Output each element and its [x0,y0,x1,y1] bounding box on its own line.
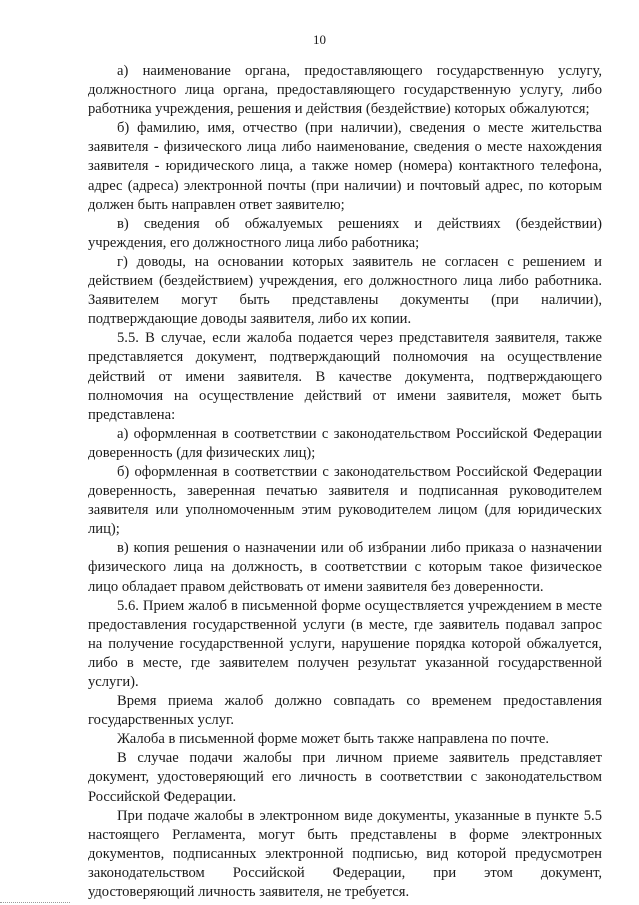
text-line: В случае подачи жалобы при личном приеме заявитель представляет [117,750,602,767]
text-line: государственных услуг. [88,712,234,729]
text-line: 5.5. В случае, если жалоба подается через представителя заявителя, также [117,330,602,347]
text-line: действий от имени заявителя. В качестве документа, подтверждающего [88,368,602,385]
text-line: а) наименование органа, предоставляющего государственную услугу, [117,63,602,79]
text-line: удостоверяющий личность заявителя, не требуется. [88,884,410,901]
text-line: Заявителем могут быть представлены документы (при наличии), [88,292,602,309]
paragraph-p-lichnyi-priem [88,749,602,806]
paragraph-p-g-dovody [88,253,602,329]
paragraph-p-5-5-v [88,539,602,596]
text-line: а) оформленная в соответствии с законодательством Российской Федерации [117,425,602,442]
text-line: на получение государственной услуги, нарушение порядка которой обжалуется, [88,635,602,652]
text-line: доверенность, заверенная печатью заявителя и подписанная руководителем [88,483,602,500]
text-line: настоящего Регламента, могут быть представлены в форме электронных [88,826,602,843]
text-line: доверенность (для физических лиц); [88,444,316,461]
paragraph-p-a-organ [88,62,602,119]
text-line: подтверждающие доводы заявителя, либо их копии. [88,311,412,328]
text-line: полномочия на осуществление действий от имени заявителя, может быть [88,387,602,404]
paragraph-p-5-5-a [88,425,602,463]
footer-rule [0,902,70,903]
text-line: документов, подписанных электронной подписью, вид которой предусмотрен [88,845,602,862]
text-line: представляется документ, подтверждающий полномочия на осуществление [88,349,602,366]
text-line: заявителя - физического лица либо наименование, сведения о месте нахождения [88,139,602,156]
text-line: б) фамилию, имя, отчество (при наличии), сведения о месте жительства [117,120,602,137]
paragraph-p-5-5 [88,329,602,424]
text-line: в) сведения об обжалуемых решениях и действиях (бездействии) [117,215,602,232]
text-line: Время приема жалоб должно совпадать со временем предоставления [117,693,602,710]
text-line: должен быть направлен ответ заявителю; [88,196,345,213]
text-line: адрес (адреса) электронной почты (при наличии) и почтовый адрес, по которым [88,177,602,194]
text-line: услуги). [88,674,139,690]
paragraph-p-v-svedeniya [88,215,602,253]
paragraph-p-b-fio [88,119,602,214]
paragraph-p-vremya [88,692,602,730]
document-body [88,62,602,902]
text-line: заявителя - юридического лица, а также номер (номера) контактного телефона, [88,158,602,175]
paragraph-p-5-5-b [88,463,602,539]
text-line: Жалоба в письменной форме может быть также направлена по почте. [117,731,550,748]
text-line: предоставления государственной услуги (в месте, где заявитель подавал запрос [88,616,602,633]
text-line: Российской Федерации. [88,788,237,805]
text-line: физического лица на должность, в соответствии с которым такое физическое [88,559,602,576]
text-line: лицо обладает правом действовать от имени заявителя без доверенности. [88,578,544,595]
text-line: 5.6. Прием жалоб в письменной форме осуществляется учреждением в месте [117,597,602,614]
page-number: 10 [313,32,326,47]
text-line: действием (бездействием) учреждения, его должностного лица либо работника. [88,273,602,290]
text-line: либо в месте, где заявителем получен результат указанной государственной [88,654,602,671]
text-line: лиц); [88,521,120,538]
text-line: законодательством Российской Федерации, при этом документ, [88,864,602,881]
text-line: г) доводы, на основании которых заявитель не согласен с решением и [117,253,602,270]
paragraph-p-pochta [88,730,602,749]
text-line: При подаче жалобы в электронном виде документы, указанные в пункте 5.5 [117,807,602,824]
paragraph-p-5-6 [88,597,602,692]
text-line: в) копия решения о назначении или об избрании либо приказа о назначении [117,540,602,557]
paragraph-p-elektronnyi [88,807,602,902]
text-line: работника учреждения, решения и действия (бездействие) которых обжалуются; [88,101,590,118]
text-line: учреждения, его должностного лица либо работника; [88,234,420,251]
text-line: заявителя или уполномоченным этим руководителем лицом (для юридических [88,502,602,519]
text-line: представлена: [88,406,176,423]
text-line: должностного лица органа, предоставляющего государственную услугу, либо [88,82,602,99]
text-line: документ, удостоверяющий его личность в соответствии с законодательством [88,769,602,786]
text-line: б) оформленная в соответствии с законодательством Российской Федерации [117,463,602,480]
